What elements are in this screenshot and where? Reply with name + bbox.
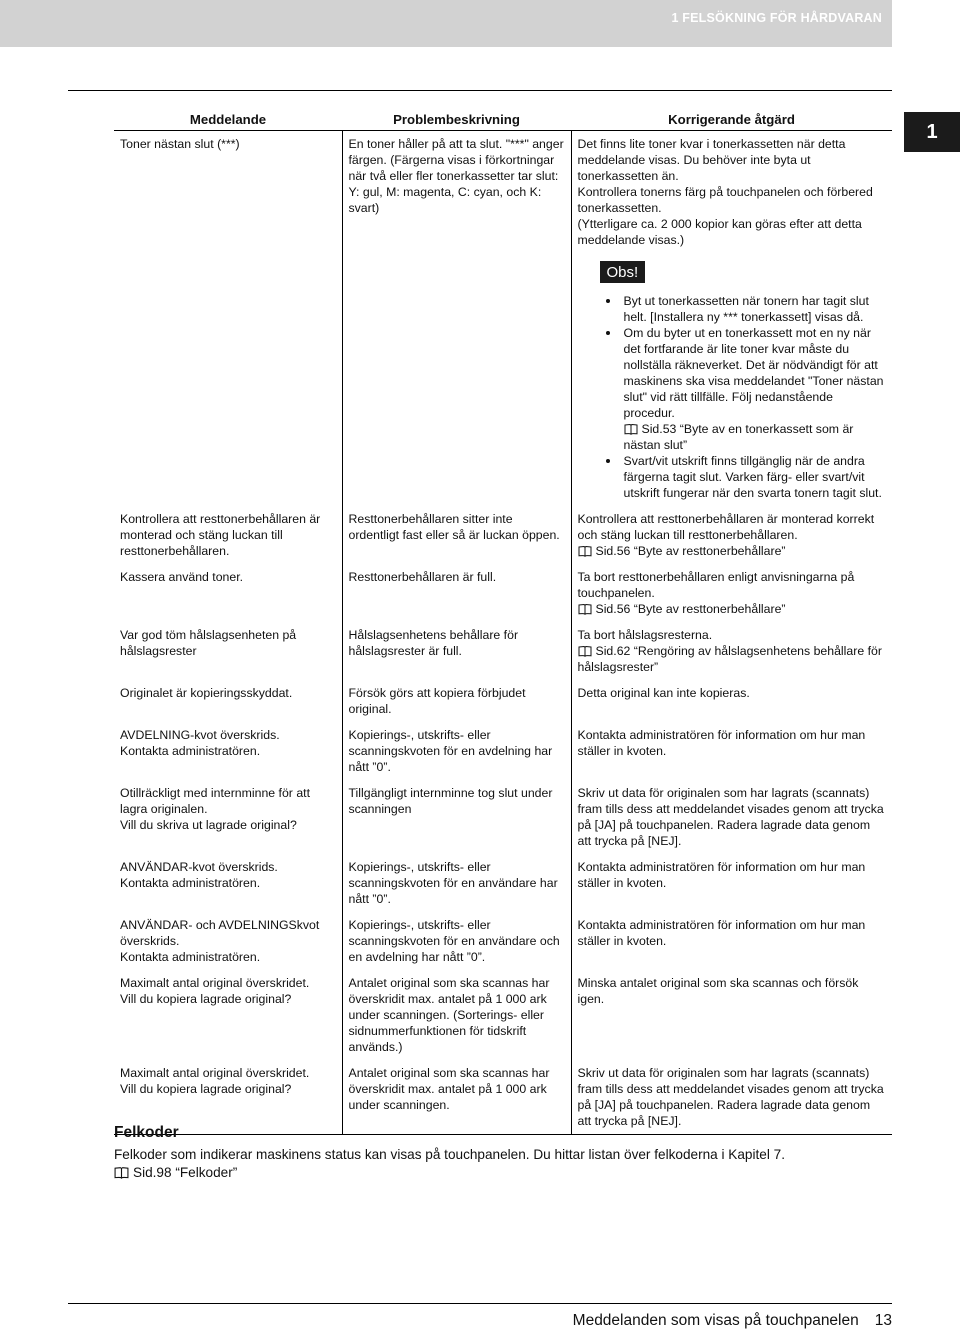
action-text: Ta bort hålslagsresterna. <box>577 628 713 642</box>
action-text: (Ytterligare ca. 2 000 kopior kan göras efter att detta meddelande visas.) <box>577 217 862 247</box>
reference-link[interactable] <box>578 643 887 675</box>
reference-text: Sid.56 “Byte av resttonerbehållare” <box>595 544 786 558</box>
action-text: Ta bort resttonerbehållaren enligt anvisningarna på touchpanelen. <box>577 570 855 600</box>
message-cell: Originalet är kopieringsskyddat. <box>120 686 293 700</box>
message-line: Vill du kopiera lagrade original? <box>120 1082 292 1096</box>
problem-cell: Resttonerbehållaren är full. <box>342 564 571 622</box>
table-row <box>114 722 892 780</box>
message-line: Maximalt antal original överskridet. <box>120 976 310 990</box>
action-cell: Skriv ut data för originalen som har lagrats (scannats) fram tills dess att meddelandet visades genom att trycka på [JA] på touchpanelen. Radera lagrade data genom att trycka på [NEJ]. <box>571 1060 892 1135</box>
problem-cell: Antalet original som ska scannas har överskridit max. antalet på 1 000 ark under scanningen. (Sorterings- eller sidnummerfunktionen för tidskrift används.) <box>342 970 571 1060</box>
table-row <box>114 506 892 564</box>
message-cell <box>114 854 342 912</box>
message-line: ANVÄNDAR- och AVDELNINGSkvot överskrids. <box>120 918 320 948</box>
message-line: Vill du kopiera lagrade original? <box>120 992 292 1006</box>
book-icon <box>578 603 592 615</box>
column-header-problem: Problembeskrivning <box>342 108 571 131</box>
list-item <box>624 325 887 453</box>
problem-cell: Antalet original som ska scannas har överskridit max. antalet på 1 000 ark under scanningen. <box>342 1060 571 1135</box>
action-cell: Minska antalet original som ska scannas och försök igen. <box>571 970 892 1060</box>
column-header-action: Korrigerande åtgärd <box>571 108 892 131</box>
table-row <box>114 131 892 507</box>
message-cell <box>114 722 342 780</box>
message-line: ANVÄNDAR-kvot överskrids. <box>120 860 278 874</box>
message-line: Maximalt antal original överskridet. <box>120 1066 310 1080</box>
action-cell <box>571 506 892 564</box>
table-row <box>114 622 892 680</box>
message-line: Kontakta administratören. <box>120 876 261 890</box>
book-icon <box>114 1166 129 1179</box>
message-line: Vill du skriva ut lagrade original? <box>120 818 297 832</box>
reference-text: Sid.56 “Byte av resttonerbehållare” <box>595 602 786 616</box>
problem-cell: Kopierings-, utskrifts- eller scanningskvoten för en användare och en avdelning har nått ”0”. <box>342 912 571 970</box>
reference-link[interactable] <box>578 543 887 559</box>
problem-cell: Kopierings-, utskrifts- eller scanningskvoten för en avdelning har nått ”0”. <box>342 722 571 780</box>
problem-cell: Resttonerbehållaren sitter inte ordentligt fast eller så är luckan öppen. <box>342 506 571 564</box>
table-row <box>114 680 892 722</box>
column-header-message: Meddelande <box>114 108 342 131</box>
bottom-rule <box>68 1303 892 1304</box>
message-line: Otillräckligt med internminne för att lagra originalen. <box>120 786 310 816</box>
book-icon <box>578 645 592 657</box>
table-row <box>114 854 892 912</box>
action-cell: Detta original kan inte kopieras. <box>571 680 892 722</box>
message-cell <box>114 970 342 1060</box>
table-row <box>114 1060 892 1135</box>
obs-badge: Obs! <box>600 261 646 283</box>
list-item <box>624 453 887 501</box>
problem-cell: Tillgängligt internminne tog slut under scanningen <box>342 780 571 854</box>
reference-text: Sid.62 “Rengöring av hålslagsenhetens behållare för hålslagsrester” <box>577 644 882 674</box>
action-text: Det finns lite toner kvar i tonerkassetten när detta meddelande visas. Du behöver inte byta ut tonerkassetten än. <box>577 137 846 183</box>
message-line: Kontakta administratören. <box>120 744 261 758</box>
messages-table <box>114 108 892 1135</box>
action-cell: Kontakta administratören för information om hur man ställer in kvoten. <box>571 722 892 780</box>
book-icon <box>624 423 638 435</box>
reference-text: Sid.98 “Felkoder” <box>133 1165 238 1180</box>
section-text: Felkoder som indikerar maskinens status kan visas på touchpanelen. Du hittar listan över felkoderna i Kapitel 7. <box>114 1147 785 1162</box>
action-cell: Kontakta administratören för information om hur man ställer in kvoten. <box>571 912 892 970</box>
message-cell: Var god töm hålslagsenheten på hålslagsrester <box>120 628 297 658</box>
action-cell <box>571 622 892 680</box>
table-header-row <box>114 108 892 131</box>
header-bar <box>0 0 892 47</box>
top-rule <box>68 90 892 91</box>
reference-link[interactable] <box>114 1164 785 1182</box>
chapter-tab[interactable]: 1 <box>904 112 960 152</box>
action-text: Kontrollera tonerns färg på touchpanelen och förbered tonerkassetten. <box>577 185 873 215</box>
note-text: Om du byter ut en tonerkassett mot en ny när det fortfarande är lite toner kvar måste du nollställa räkneverket. Det är nödvändigt för att maskinens ska visa meddelandet "Toner nästan slut" vid rätt tillfälle. Följ nedanstående procedur. <box>623 326 884 420</box>
section-body <box>114 1146 785 1182</box>
action-text: Kontrollera att resttonerbehållaren är monterad korrekt och stäng luckan till resttonerbehållaren. <box>577 512 875 542</box>
footer-section-title: Meddelanden som visas på touchpanelen <box>572 1312 859 1329</box>
message-cell <box>114 780 342 854</box>
message-cell: Toner nästan slut (***) <box>120 137 240 151</box>
message-line: Kontakta administratören. <box>120 950 261 964</box>
table-row <box>114 970 892 1060</box>
reference-link[interactable] <box>624 421 887 453</box>
reference-link[interactable] <box>578 601 887 617</box>
action-cell: Kontakta administratören för information om hur man ställer in kvoten. <box>571 854 892 912</box>
action-cell: Skriv ut data för originalen som har lagrats (scannats) fram tills dess att meddelandet visades genom att trycka på [JA] på touchpanelen. Radera lagrade data genom att trycka på [NEJ]. <box>571 780 892 854</box>
message-cell <box>114 912 342 970</box>
message-cell: Kassera använd toner. <box>120 570 244 584</box>
book-icon <box>578 545 592 557</box>
reference-text: Sid.53 “Byte av en tonerkassett som är nästan slut” <box>623 422 854 452</box>
problem-cell: Hålslagsenhetens behållare för hålslagsrester är full. <box>342 622 571 680</box>
problem-cell: En toner håller på att ta slut. "***" anger färgen. (Färgerna visas i förkortningar när två eller fler tonerkassetter tar slut: Y: gul, M: magenta, C: cyan, och K: svart) <box>342 131 571 507</box>
page-footer <box>573 1312 892 1330</box>
table-row <box>114 912 892 970</box>
chapter-header-title: 1 FELSÖKNING FÖR HÅRDVARAN <box>671 11 882 25</box>
problem-cell: Kopierings-, utskrifts- eller scanningskvoten för en användare har nått ”0”. <box>342 854 571 912</box>
section-title: Felkoder <box>114 1124 179 1141</box>
problem-cell: Försök görs att kopiera förbjudet original. <box>342 680 571 722</box>
message-cell: Kontrollera att resttonerbehållaren är monterad och stäng luckan till resttonerbehållaren. <box>120 512 321 558</box>
note-text: Svart/vit utskrift finns tillgänglig när de andra färgerna tagit slut. Varken färg- eller svart/vit utskrift fungerar när den svarta tonern tagit slut. <box>623 454 882 500</box>
list-item <box>624 293 887 325</box>
table-row <box>114 564 892 622</box>
message-line: AVDELNING-kvot överskrids. <box>120 728 280 742</box>
page-number: 13 <box>874 1312 892 1329</box>
action-cell <box>571 564 892 622</box>
action-cell <box>571 131 892 507</box>
notes-list <box>578 293 887 501</box>
table-row <box>114 780 892 854</box>
note-text: Byt ut tonerkassetten när tonern har tagit slut helt. [Installera ny *** tonerkassett] visas då. <box>623 294 869 324</box>
